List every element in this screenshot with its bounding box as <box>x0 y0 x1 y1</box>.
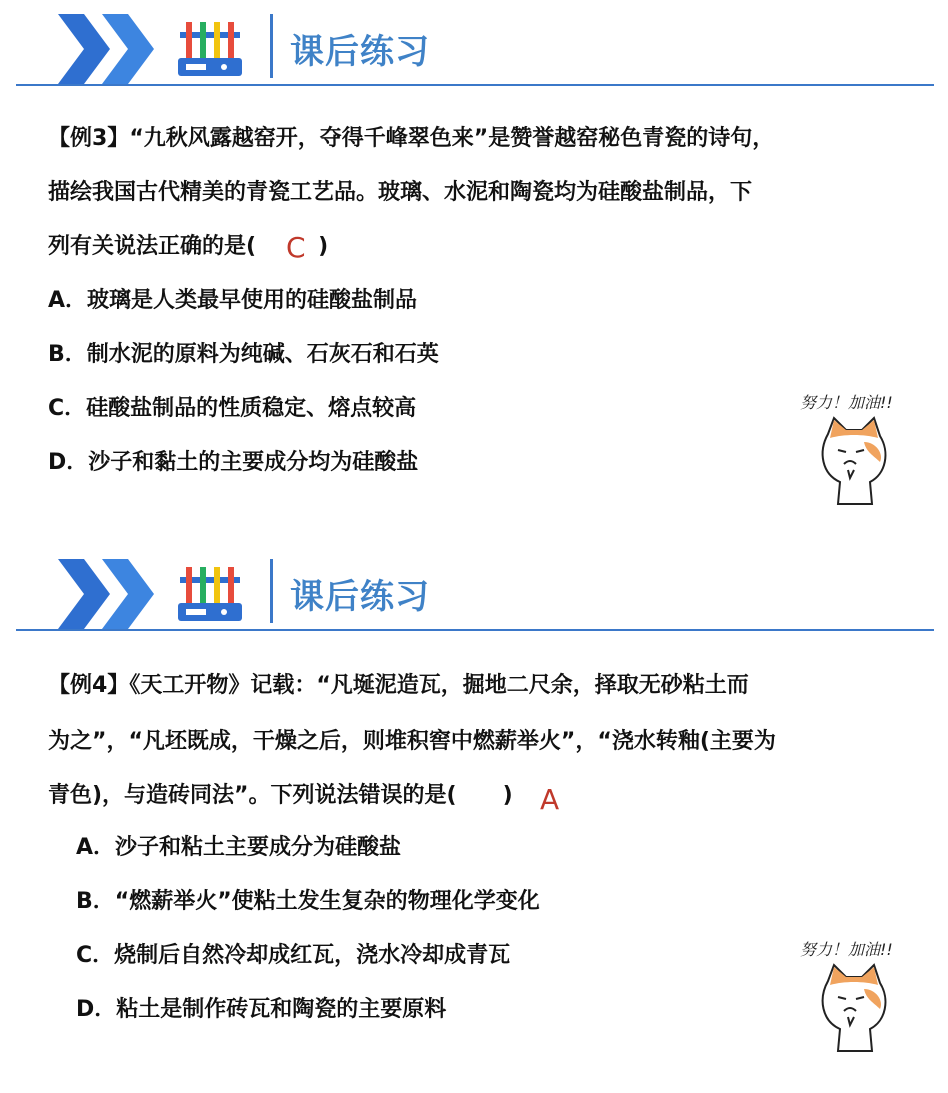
cat-icon <box>814 959 894 1055</box>
option-b: B．“燃薪举火”使粘土发生复杂的物理化学变化 <box>76 889 540 914</box>
question-tag: 【例3】 <box>48 126 130 151</box>
answer-mark: C <box>286 231 306 264</box>
banner-title: 课后练习 <box>290 32 430 72</box>
question-line-2: 为之”，“凡坯既成，干燥之后，则堆积窖中燃薪举火”，“浇水转釉(主要为 <box>48 729 776 754</box>
banner-rule <box>16 629 934 631</box>
cheer-sticker <box>800 937 910 1057</box>
section-banner <box>0 545 948 637</box>
lab-test-tubes-icon <box>176 18 244 80</box>
option-d: D．粘土是制作砖瓦和陶瓷的主要原料 <box>76 997 447 1022</box>
option-a: A．玻璃是人类最早使用的硅酸盐制品 <box>48 288 418 313</box>
question-line-2: 描绘我国古代精美的青瓷工艺品。玻璃、水泥和陶瓷均为硅酸盐制品，下 <box>48 180 753 205</box>
double-chevron-right-icon <box>58 559 158 629</box>
exercise-section-1 <box>0 0 948 545</box>
cheer-sticker <box>800 390 910 510</box>
question-line-3 <box>48 781 513 811</box>
banner-title: 课后练习 <box>290 577 430 617</box>
banner-rule <box>16 84 934 86</box>
question-text: 《天工开物》记载：“凡埏泥造瓦，掘地二尺余，择取无砂粘土而 <box>129 673 749 698</box>
option-d: D．沙子和黏土的主要成分均为硅酸盐 <box>48 450 419 475</box>
answer-mark: A <box>540 783 560 816</box>
question-text: 青色)，与造砖同法”。下列说法错误的是( <box>48 783 457 808</box>
lab-test-tubes-icon <box>176 563 244 625</box>
sticker-text: 努力！加油!! <box>800 393 893 412</box>
sticker-text: 努力！加油!! <box>800 940 893 959</box>
question-line-1 <box>48 124 774 154</box>
question-line-1 <box>48 671 749 701</box>
cat-icon <box>814 412 894 508</box>
option-c: C．烧制后自然冷却成红瓦，浇水冷却成青瓦 <box>76 943 511 968</box>
exercise-section-2 <box>0 545 948 1093</box>
option-a: A．沙子和粘土主要成分为硅酸盐 <box>76 835 402 860</box>
section-banner <box>0 0 948 92</box>
question-text: ) <box>318 234 329 259</box>
question-text: ) <box>502 783 513 808</box>
banner-divider <box>270 559 273 623</box>
option-b: B．制水泥的原料为纯碱、石灰石和石英 <box>48 342 439 367</box>
question-text: “九秋风露越窑开，夺得千峰翠色来”是赞誉越窑秘色青瓷的诗句， <box>129 126 775 151</box>
banner-divider <box>270 14 273 78</box>
double-chevron-right-icon <box>58 14 158 84</box>
question-text: 列有关说法正确的是( <box>48 234 257 259</box>
option-c: C．硅酸盐制品的性质稳定、熔点较高 <box>48 396 417 421</box>
question-tag: 【例4】 <box>48 673 130 698</box>
